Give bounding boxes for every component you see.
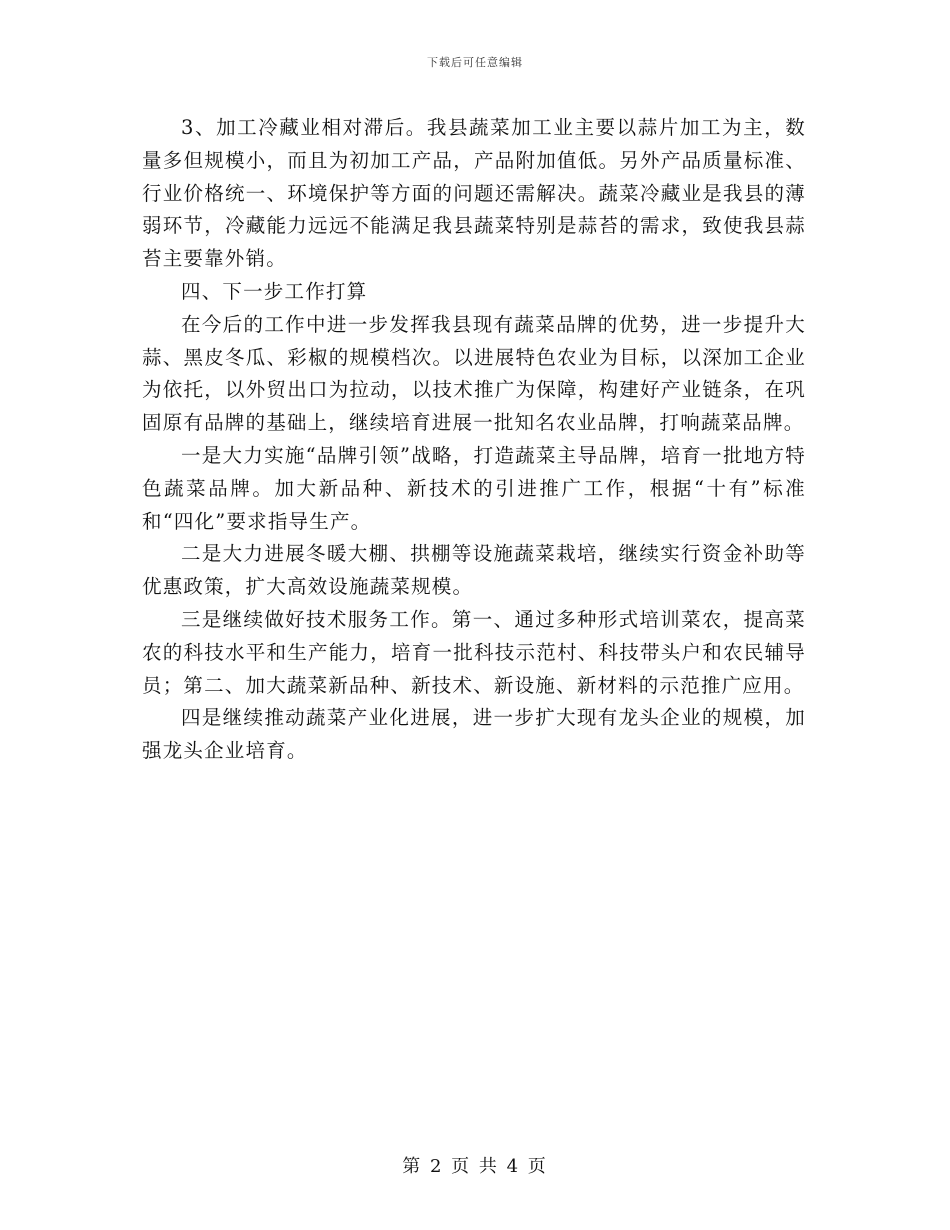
paragraph-facility-cultivation: 二是大力进展冬暖大棚、拱棚等设施蔬菜栽培，继续实行资金补助等优惠政策，扩大高效设施蔬菜规模。	[142, 542, 806, 599]
document-body	[142, 112, 806, 768]
paragraph-industrialization: 四是继续推动蔬菜产业化进展，进一步扩大现有龙头企业的规模，加强龙头企业培育。	[142, 706, 806, 763]
paragraph-brand-advantage: 在今后的工作中进一步发挥我县现有蔬菜品牌的优势，进一步提升大蒜、黑皮冬瓜、彩椒的规模档次。以进展特色农业为目标，以深加工企业为依托，以外贸出口为拉动，以技术推广为保障，构建好产业链条，在巩固原有品牌的基础上，继续培育进展一批知名农业品牌，打响蔬菜品牌。	[142, 312, 806, 435]
paragraph-brand-strategy: 一是大力实施“品牌引领”战略，打造蔬菜主导品牌，培育一批地方特色蔬菜品牌。加大新品种、新技术的引进推广工作，根据“十有”标准和“四化”要求指导生产。	[142, 443, 806, 533]
paragraph-processing-cold-storage: 3、加工冷藏业相对滞后。我县蔬菜加工业主要以蒜片加工为主，数量多但规模小，而且为初加工产品，产品附加值低。另外产品质量标准、行业价格统一、环境保护等方面的问题还需解决。蔬菜冷藏业是我县的薄弱环节，冷藏能力远远不能满足我县蔬菜特别是蒜苔的需求，致使我县蒜苔主要靠外销。	[142, 116, 806, 271]
page-number-footer: 第 2 页 共 4 页	[402, 1156, 548, 1177]
paragraph-technical-service: 三是继续做好技术服务工作。第一、通过多种形式培训菜农，提高菜农的科技水平和生产能力，培育一批科技示范村、科技带头户和农民辅导员；第二、加大蔬菜新品种、新技术、新设施、新材料的示范推广应用。	[142, 607, 806, 697]
section-heading-next-steps: 四、下一步工作打算	[181, 279, 368, 303]
page-header: 下载后可任意编辑	[427, 56, 523, 69]
